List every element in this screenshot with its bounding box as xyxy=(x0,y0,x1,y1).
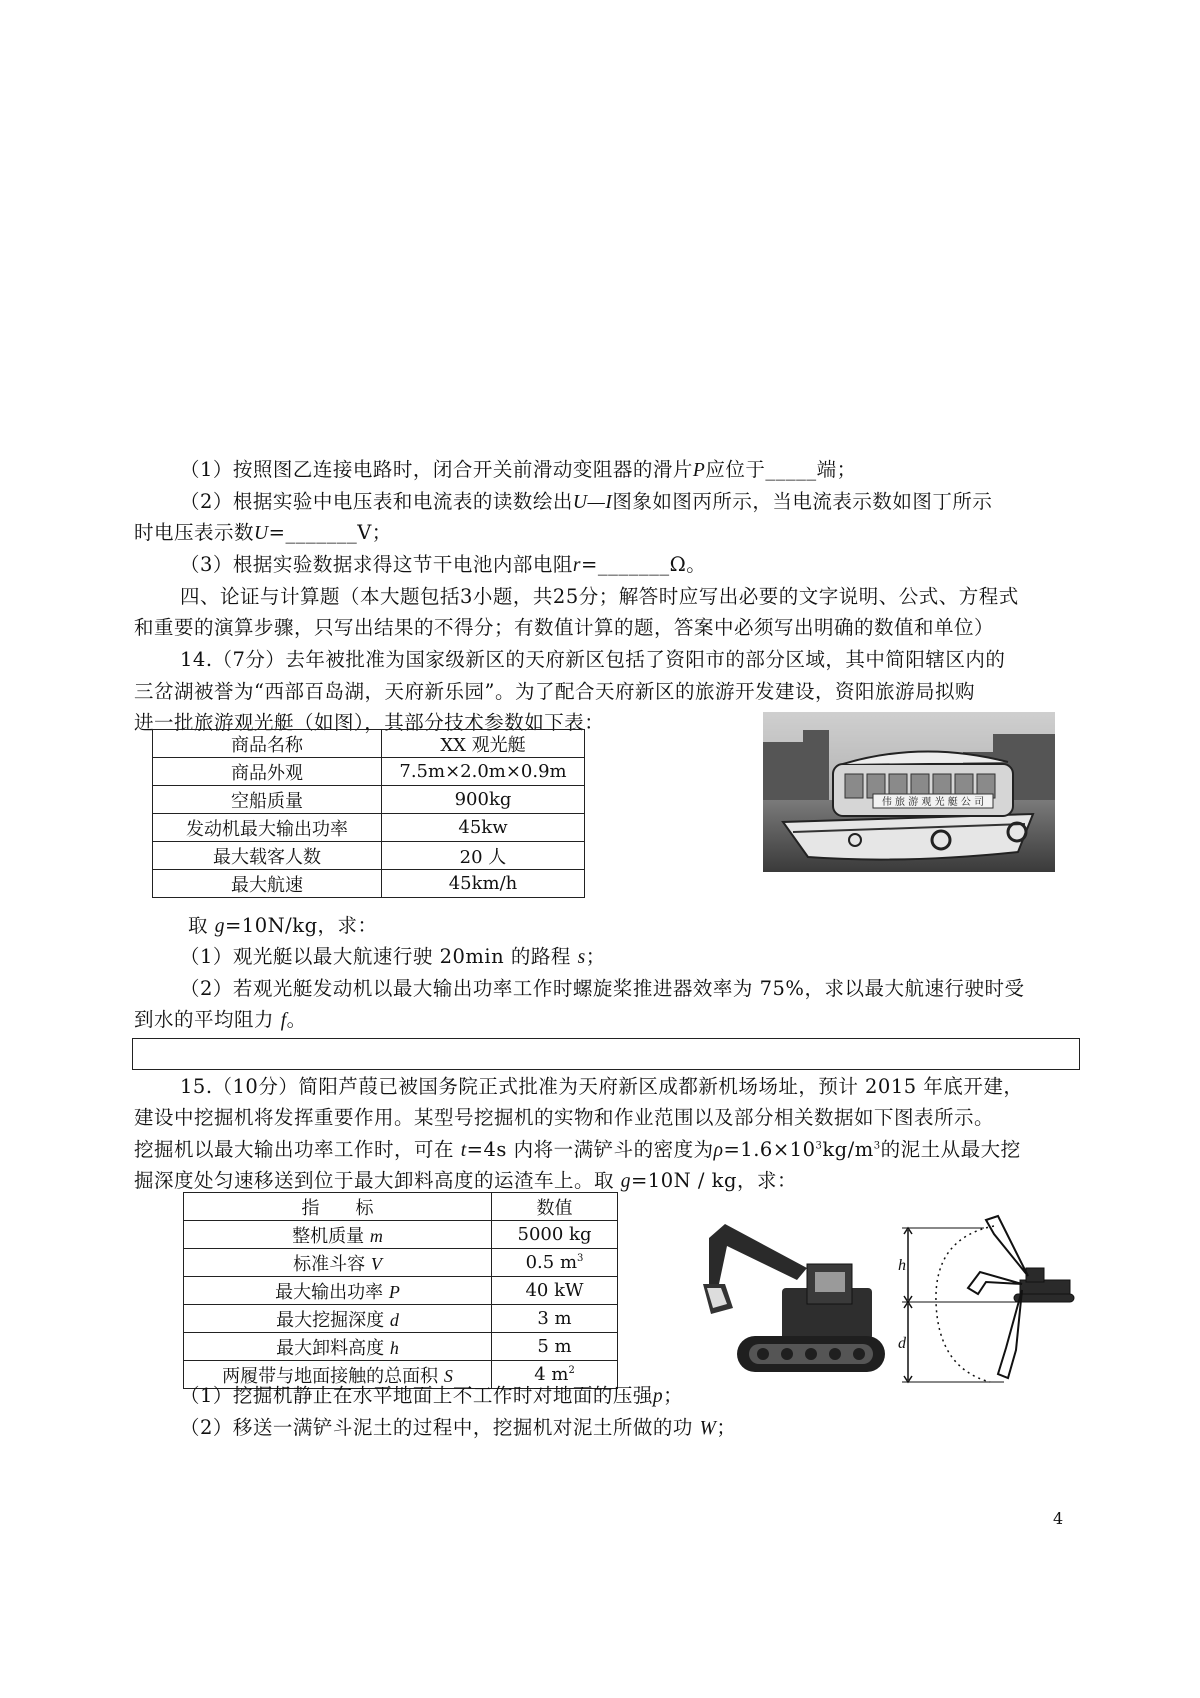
table-row xyxy=(153,870,585,898)
page-number: 4 xyxy=(1053,1509,1064,1528)
table-cell: 5 m xyxy=(492,1333,618,1361)
table-row xyxy=(184,1305,618,1333)
q14-line1: 14.（7分）去年被批准为国家级新区的天府新区包括了资阳市的部分区域，其中简阳辖区内的 xyxy=(180,648,1006,671)
table-row xyxy=(153,786,585,814)
table-cell: 商品名称 xyxy=(153,730,382,758)
height-label: h xyxy=(898,1257,906,1274)
q14-sub1: （1）观光艇以最大航速行驶 20min 的路程 s； xyxy=(180,945,606,968)
table-row xyxy=(184,1249,618,1277)
q14-line2: 三岔湖被誉为“西部百岛湖，天府新乐园”。为了配合天府新区的旅游开发建设，资阳旅游局拟购 xyxy=(134,680,975,703)
q13-item2-line2: 时电压表示数U=_______V； xyxy=(134,521,392,544)
excavator-spec-table xyxy=(183,1192,618,1389)
q15-line4: 掘深度处匀速移送到位于最大卸料高度的运渣车上。取 g=10N / kg，求： xyxy=(134,1169,797,1192)
q15-line2: 建设中挖掘机将发挥重要作用。某型号挖掘机的实物和作业范围以及部分相关数据如下图表所示。 xyxy=(134,1106,995,1129)
q15-line3: 挖掘机以最大输出功率工作时，可在 t=4s 内将一满铲斗的密度为$\rho=1.6\times 10^3kg/m^3$的泥土从最大挖 xyxy=(134,1138,1021,1161)
table-cell: 0.5 $m^3$ xyxy=(492,1249,618,1277)
q13-item1: （1）按照图乙连接电路时，闭合开关前滑动变阻器的滑片P应位于_____端； xyxy=(180,458,857,481)
answer-box[interactable] xyxy=(132,1038,1080,1070)
table-cell: 3 m xyxy=(492,1305,618,1333)
table-cell: 发动机最大输出功率 xyxy=(153,814,382,842)
q13-item2-line1: （2）根据实验中电压表和电流表的读数绘出U—I图象如图丙所示，当电流表示数如图丁所示 xyxy=(180,490,993,513)
table-row xyxy=(184,1221,618,1249)
table-cell: 40 kW xyxy=(492,1277,618,1305)
boat-sign-text: 伟 旅 游 观 光 艇 公 司 xyxy=(881,797,985,808)
q15-sub2: （2）移送一满铲斗泥土的过程中，挖掘机对泥土所做的功 W； xyxy=(180,1416,737,1439)
table-header-cell: 指 标 xyxy=(184,1193,492,1221)
table-cell: 商品外观 xyxy=(153,758,382,786)
table-cell: 20 人 xyxy=(382,842,585,870)
excavator-photo xyxy=(697,1218,887,1378)
range-diagram-svg xyxy=(894,1198,1080,1388)
table-cell: 两履带与地面接触的总面积 S xyxy=(184,1361,492,1389)
table-cell: 空船质量 xyxy=(153,786,382,814)
table-row xyxy=(184,1333,618,1361)
table-row xyxy=(184,1277,618,1305)
table-cell: 4 $m^2$ xyxy=(492,1361,618,1389)
q13-item3: （3）根据实验数据求得这节干电池内部电阻r=_______Ω。 xyxy=(180,553,707,576)
boat-illustration xyxy=(763,712,1055,872)
table-row xyxy=(153,730,585,758)
q14-line3: 进一批旅游观光艇（如图），其部分技术参数如下表： xyxy=(134,711,605,734)
table-cell: 5000 kg xyxy=(492,1221,618,1249)
table-cell: 整机质量 m xyxy=(184,1221,492,1249)
table-cell: 标准斗容 V xyxy=(184,1249,492,1277)
table-cell: 900kg xyxy=(382,786,585,814)
table-cell: 最大挖掘深度 d xyxy=(184,1305,492,1333)
working-range-diagram xyxy=(894,1198,1080,1388)
table-row xyxy=(153,842,585,870)
q15-line1: 15.（10分）简阳芦葭已被国务院正式批准为天府新区成都新机场场址，预计 2015 年底开建， xyxy=(180,1075,1024,1098)
table-cell: XX 观光艇 xyxy=(382,730,585,758)
q14-sub2-line1: （2）若观光艇发动机以最大输出功率工作时螺旋桨推进器效率为 75%，求以最大航速行驶时受 xyxy=(180,977,1025,1000)
table-row xyxy=(153,758,585,786)
table-cell: 最大载客人数 xyxy=(153,842,382,870)
table-cell: 最大输出功率 P xyxy=(184,1277,492,1305)
excavator-illustration xyxy=(697,1218,887,1378)
table-cell: 45kw xyxy=(382,814,585,842)
q14-given: 取 g=10N/kg，求： xyxy=(188,914,378,937)
section4-line2: 和重要的演算步骤，只写出结果的不得分；有数值计算的题，答案中必须写出明确的数值和单位） xyxy=(134,616,995,639)
table-cell: 45km/h xyxy=(382,870,585,898)
table-row xyxy=(153,814,585,842)
boat-spec-table xyxy=(152,729,585,898)
table-cell: 最大卸料高度 h xyxy=(184,1333,492,1361)
section4-line1: 四、论证与计算题（本大题包括3小题，共25分；解答时应写出必要的文字说明、公式、方程式 xyxy=(180,585,1019,608)
table-cell: 最大航速 xyxy=(153,870,382,898)
table-header-row xyxy=(184,1193,618,1221)
table-cell: 7.5m×2.0m×0.9m xyxy=(382,758,585,786)
boat-photo xyxy=(763,712,1055,872)
q14-sub2-line2: 到水的平均阻力 f。 xyxy=(134,1008,307,1031)
table-header-cell: 数值 xyxy=(492,1193,618,1221)
q15-sub1: （1）挖掘机静止在水平地面上不工作时对地面的压强p； xyxy=(180,1384,684,1407)
depth-label: d xyxy=(898,1335,906,1352)
